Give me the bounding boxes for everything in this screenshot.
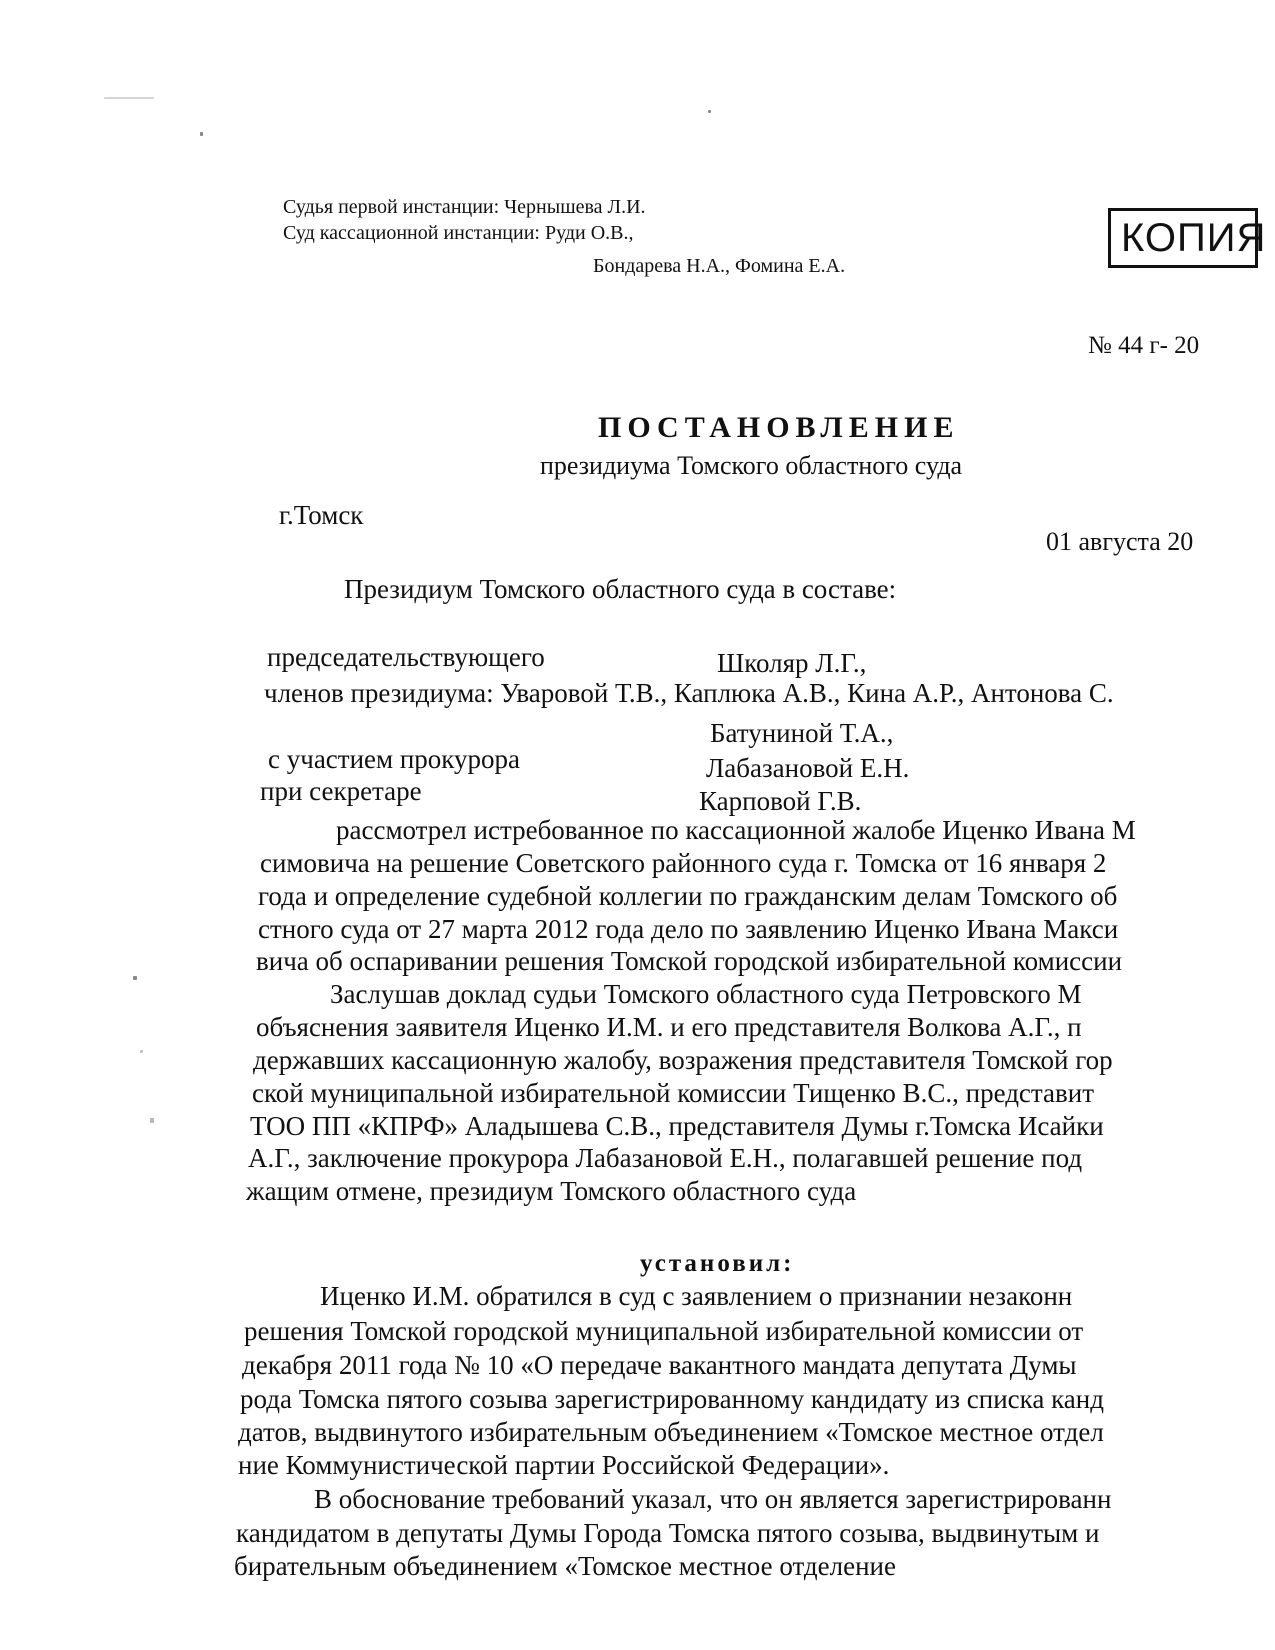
paragraph-line: бирательным объединением «Томское местное отделение [234, 1551, 896, 1581]
paragraph-line: Иценко И.М. обратился в суд с заявлением о признании незаконн [320, 1281, 1073, 1311]
paragraph-line: А.Г., заключение прокурора Лабазановой Е.Н., полагавшей решение под [248, 1143, 1083, 1173]
paragraph-line: Заслушав доклад судьи Томского областного суда Петровского М [330, 979, 1082, 1009]
paragraph-line: ской муниципальной избирательной комиссии Тищенко В.С., представит [252, 1078, 1095, 1108]
paragraph-line: рассмотрел истребованное по кассационной жалобе Иценко Ивана М [336, 815, 1136, 845]
secretary-name: Карповой Г.В. [699, 786, 862, 816]
paragraph-line: стного суда от 27 марта 2012 года дело по заявлению Иценко Ивана Макси [258, 914, 1119, 944]
date: 01 августа 20 [1046, 527, 1194, 556]
prosecutor-name: Лабазановой Е.Н. [706, 753, 910, 783]
scan-speck [140, 1050, 143, 1053]
paragraph-line: ние Коммунистической партии Российской Федерации». [238, 1450, 890, 1480]
scan-speck [133, 976, 137, 980]
scan-speck [104, 97, 154, 99]
paragraph-line: симовича на решение Советского районного суда г. Томска от 16 января 2 [260, 848, 1107, 878]
paragraph-line: датов, выдвинутого избирательным объединением «Томское местное отдел [238, 1417, 1104, 1447]
members-line: членов президиума: Уваровой Т.В., Каплюка А.В., Кина А.Р., Антонова С. [264, 678, 1114, 708]
chair-label: председательствующего [267, 642, 545, 672]
copy-stamp: КОПИЯ [1108, 208, 1258, 268]
case-number: № 44 г- 20 [1088, 332, 1200, 359]
paragraph-line: рода Томска пятого созыва зарегистрированному кандидату из списка канд [240, 1384, 1104, 1414]
judge-cassation-continued: Бондарева Н.А., Фомина Е.А. [593, 255, 846, 277]
paragraph-line: ТОО ПП «КПРФ» Аладышева С.В., представителя Думы г.Томска Исайки [250, 1111, 1104, 1141]
scan-speck [150, 1118, 154, 1123]
judge-cassation-instance: Суд кассационной инстанции: Руди О.В., [283, 222, 634, 244]
prosecutor-label: с участием прокурора [268, 744, 521, 774]
scan-speck [708, 110, 711, 113]
city: г.Томск [279, 500, 364, 530]
paragraph-line: державших кассационную жалобу, возражения представителя Томской гор [253, 1045, 1113, 1075]
document-title: ПОСТАНОВЛЕНИЕ [598, 411, 960, 444]
paragraph-line: года и определение судебной коллегии по гражданским делам Томского об [258, 881, 1118, 911]
paragraph-line: объяснения заявителя Иценко И.М. и его представителя Волкова А.Г., п [256, 1012, 1082, 1042]
chair-name: Школяр Л.Г., [717, 648, 867, 678]
paragraph-line: декабря 2011 года № 10 «О передаче вакантного мандата депутата Думы [242, 1350, 1077, 1380]
document-subtitle: президиума Томского областного суда [540, 451, 963, 480]
paragraph-line: вича об оспаривании решения Томской городской избирательной комиссии [256, 946, 1123, 976]
members-continued: Батуниной Т.А., [710, 718, 894, 748]
scan-speck [200, 132, 203, 136]
paragraph-line: В обоснование требований указал, что он является зарегистрированн [314, 1484, 1112, 1514]
paragraph-line: жащим отмене, президиум Томского областного суда [246, 1176, 857, 1206]
paragraph-line: кандидатом в депутаты Думы Города Томска пятого созыва, выдвинутым и [236, 1518, 1100, 1548]
established-heading: установил: [640, 1250, 795, 1277]
composition-intro: Президиум Томского областного суда в составе: [344, 574, 897, 604]
secretary-label: при секретаре [260, 776, 422, 806]
paragraph-line: решения Томской городской муниципальной избирательной комиссии от [244, 1316, 1084, 1346]
judge-first-instance: Судья первой инстанции: Чернышева Л.И. [283, 196, 646, 218]
